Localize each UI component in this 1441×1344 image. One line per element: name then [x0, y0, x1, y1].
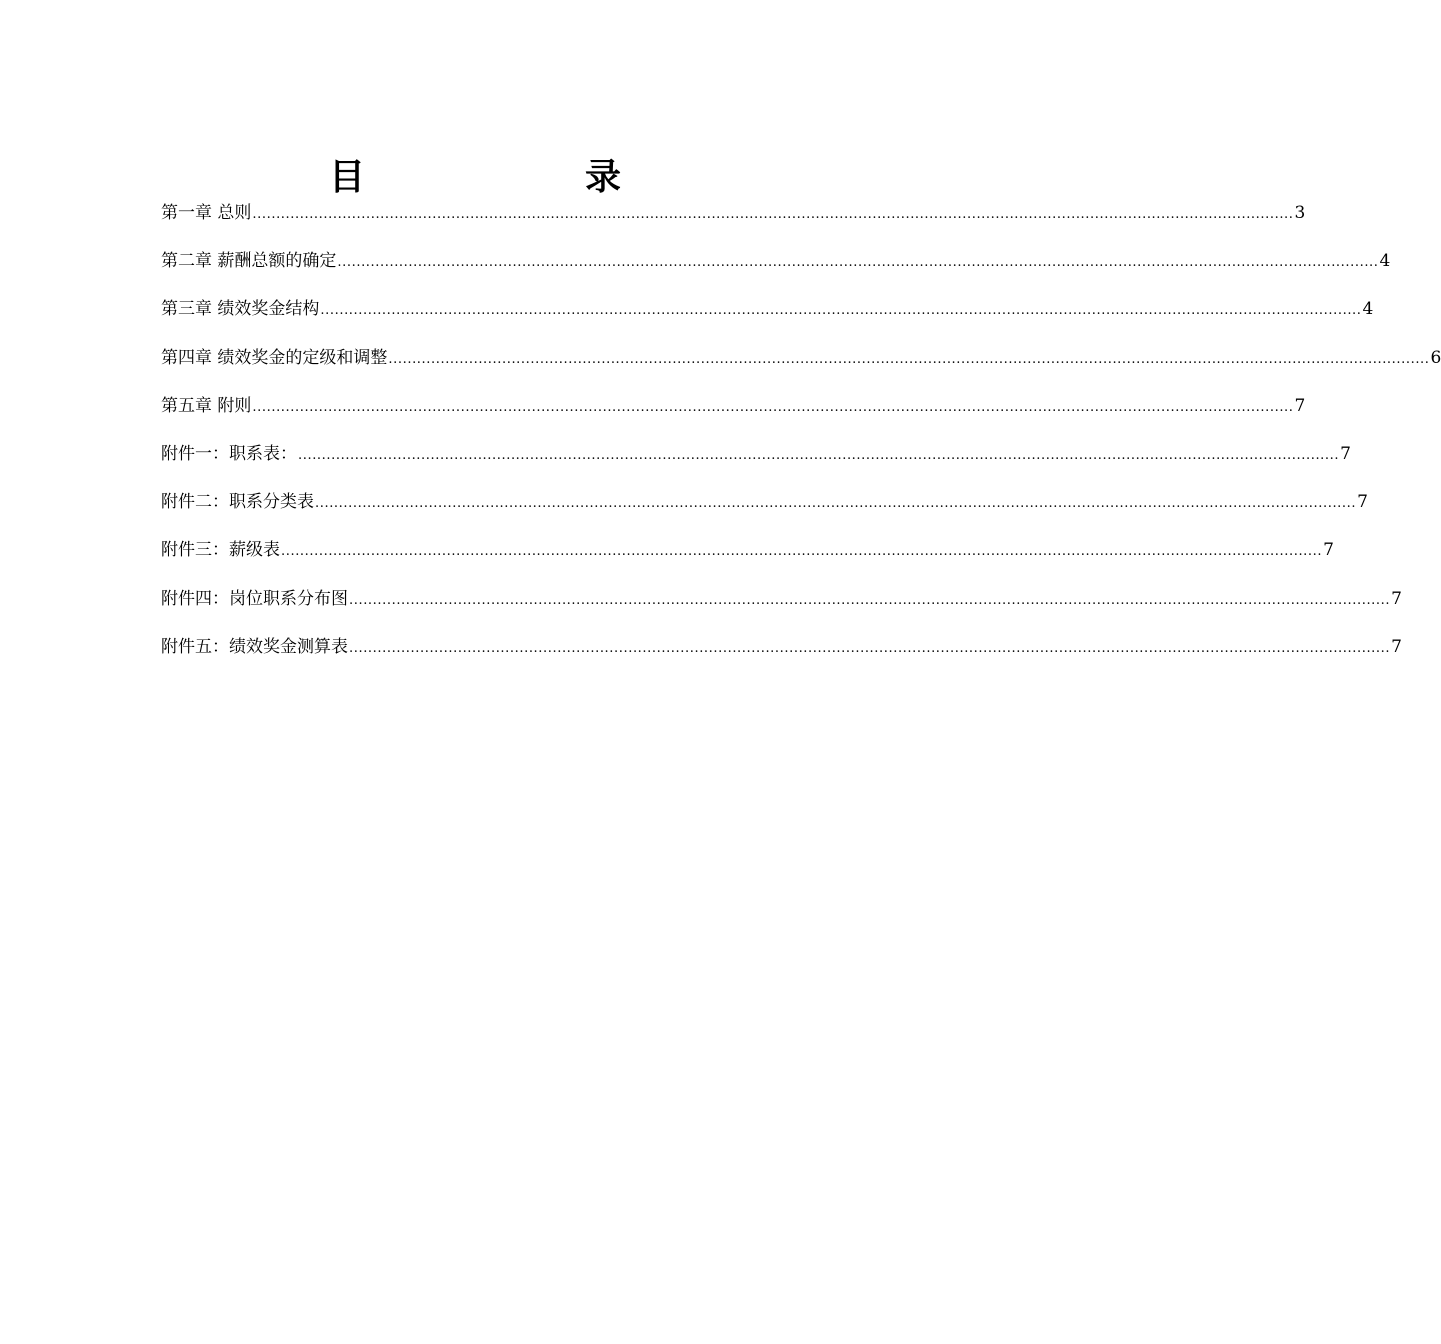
- toc-entry-page: 7: [1357, 492, 1368, 513]
- toc-entry-page: 4: [1362, 299, 1374, 320]
- toc-leader-dots: ............................................................................................................................................................................................................................: [388, 351, 1430, 367]
- toc-entry[interactable]: [161, 383, 1306, 431]
- toc-entry-page: 7: [1294, 395, 1306, 416]
- toc-leader-dots: ............................................................................................................................................................................................................................: [281, 544, 1323, 560]
- toc-entry[interactable]: [161, 286, 1374, 334]
- toc-entry-page: 6: [1430, 347, 1441, 368]
- toc-entry[interactable]: [161, 527, 1334, 575]
- toc-entry-page: 7: [1391, 636, 1402, 657]
- toc-entry-label: 附件二：职系分类表: [161, 492, 314, 513]
- table-of-contents: [161, 190, 1441, 672]
- toc-entry[interactable]: [161, 576, 1402, 624]
- toc-entry-page: 3: [1294, 203, 1306, 223]
- toc-entry-page: 7: [1340, 443, 1351, 464]
- toc-leader-dots: ............................................................................................................................................................................................................................: [349, 640, 1391, 656]
- toc-leader-dots: ............................................................................................................................................................................................................................: [252, 399, 1294, 415]
- toc-title: 目 录: [328, 157, 713, 198]
- toc-entry-label: 附件四：岗位职系分布图: [161, 588, 348, 609]
- toc-leader-dots: ............................................................................................................................................................................................................................: [320, 303, 1362, 319]
- toc-entry-page: 7: [1323, 540, 1334, 561]
- toc-entry[interactable]: [161, 479, 1368, 527]
- toc-entry[interactable]: [161, 335, 1441, 383]
- toc-entry-label: 附件一：职系表：: [161, 443, 297, 464]
- toc-entry-label: 第四章 绩效奖金的定级和调整: [161, 347, 388, 368]
- toc-leader-dots: ............................................................................................................................................................................................................................: [337, 255, 1379, 271]
- toc-leader-dots: ............................................................................................................................................................................................................................: [298, 447, 1340, 463]
- toc-entry-label: 第一章 总则: [161, 203, 252, 223]
- toc-leader-dots: ............................................................................................................................................................................................................................: [315, 496, 1357, 512]
- toc-entry-label: 第五章 附则: [161, 395, 252, 416]
- toc-entry[interactable]: [161, 190, 1306, 238]
- toc-entry-page: 4: [1379, 251, 1391, 272]
- toc-entry-label: 第三章 绩效奖金结构: [161, 299, 320, 320]
- toc-entry-label: 第二章 薪酬总额的确定: [161, 251, 337, 272]
- toc-entry-label: 附件三：薪级表: [161, 540, 280, 561]
- toc-leader-dots: ............................................................................................................................................................................................................................: [252, 207, 1294, 222]
- toc-entry-page: 7: [1391, 588, 1402, 609]
- toc-entry[interactable]: [161, 624, 1402, 672]
- toc-leader-dots: ............................................................................................................................................................................................................................: [349, 592, 1391, 608]
- toc-entry[interactable]: [161, 238, 1391, 286]
- toc-entry[interactable]: [161, 431, 1351, 479]
- toc-entry-label: 附件五：绩效奖金测算表: [161, 636, 348, 657]
